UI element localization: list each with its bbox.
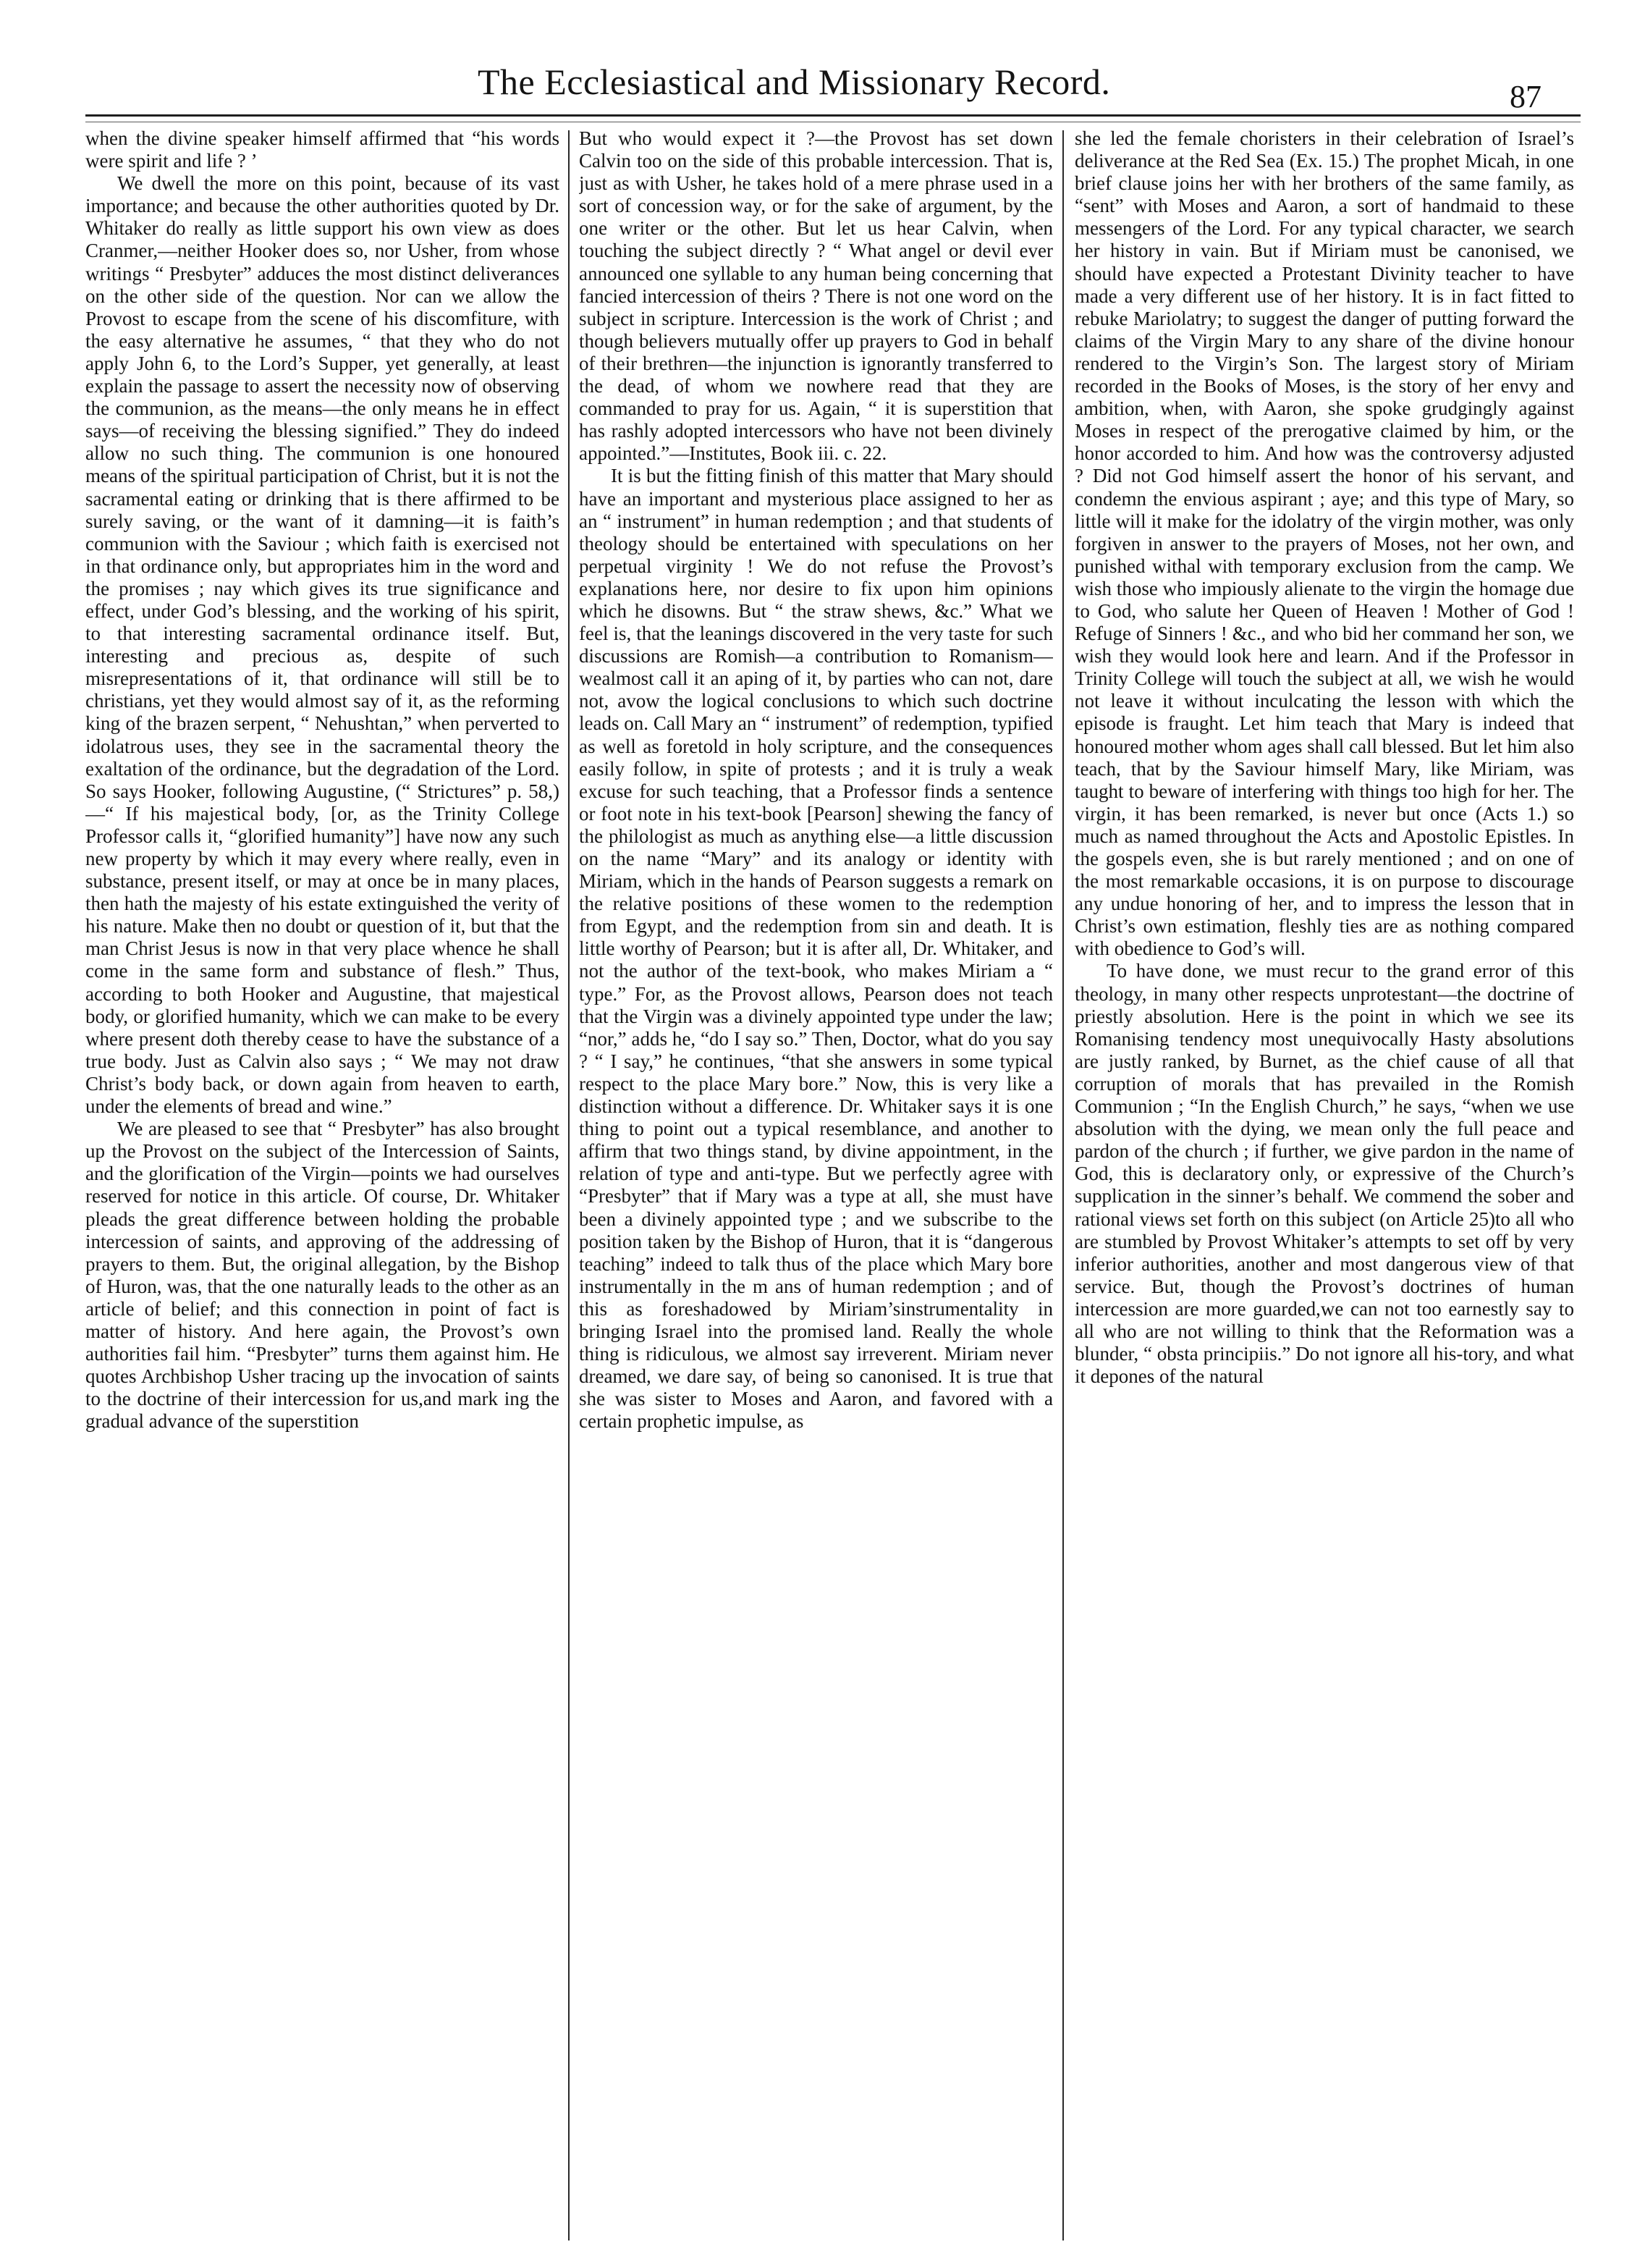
paragraph: We are pleased to see that “ Presbyter” has also brought up the Provost on the subject of the Intercession of Saints, and the glorification of the Virgin—points we had ourselves reserved for notice in this article. Of course, Dr. Whitaker pleads the great difference between holding the probable intercession of saints, and approving of the addressing of prayers to them. But, the original allegation, by the Bishop of Huron, was, that the one naturally leads to the other as an article of belief; and this connection in point of fact is matter of history. And here again, the Provost’s own authorities fail him. “Presbyter” turns them against him. He quotes Archbishop Usher tracing up the invocation of saints to the doctrine of their intercession for us,and mark ing the gradual advance of the superstition — [85, 1118, 559, 1433]
column-rule — [1062, 130, 1064, 2240]
paragraph: To have done, we must recur to the grand error of this theology, in many other respects unprotestant—the doctrine of priestly absolution. Here is the point in which we see its Romanising tendency most unequivocally Hasty absolutions are justly ranked, by Burnet, as the chief cause of all that corruption of morals that has prevailed in the Romish Communion ; “In the English Church,” he says, “when we use absolution with the dying, we mean only the full peace and pardon of the church ; if further, we give pardon in the name of God, this is declaratory only, or expressive of the Church’s supplication in the sinner’s behalf. We commend the sober and rational views set forth on this subject (on Article 25)to all who are stumbled by Provost Whitaker’s attempts to set off by very inferior authorities, another and most dangerous view of that service. But, though the Provost’s doctrines of human intercession are more guarded,we can not too earnestly say to all who are not willing to think that the Reformation was a blunder, “ obsta principiis.” Do not ignore all his-tory, and what it depones of the natural — [1075, 960, 1574, 1388]
paragraph: It is but the fitting finish of this matter that Mary should have an important and mysterious place assigned to her as an “ instrument” in human redemption ; and that students of theology should be entertained with speculations on her perpetual virginity ! We do not refuse the Provost’s explanations here, nor desire to fix upon him opinions which he disowns. But “ the straw shews, &c.” What we feel is, that the leanings discovered in the very taste for such discussions are Romish—a contribution to Romanism—wealmost call it an aping of it, by parties who can not, dare not, avow the logical conclusions to which such doctrine leads on. Call Mary an “ instrument” of redemption, typified as well as foretold in holy scripture, and the consequences easily follow, in spite of protests ; and it is truly a weak excuse for such teaching, that a Professor finds a sentence or foot note in his text-book [Pearson] shewing the fancy of the philologist as much as anything else—a little discussion on the name “Mary” and its analogy or identity with Miriam, which in the hands of Pearson suggests a remark on the relative positions of these women to the redemption from Egypt, and the redemption from sin and death. It is little worthy of Pearson; but it is after all, Dr. Whitaker, and not the author of the text-book, who makes Miriam a “ type.” For, as the Provost allows, Pearson does not teach that the Virgin was a divinely appointed type under the law; “nor,” adds he, “do I say so.” Then, Doctor, what do you say ? “ I say,” he continues, “that she answers in some typical respect to the place Mary bore.” Now, this is very like a distinction without a difference. Dr. Whitaker says it is one thing to point out a typical resemblance, and another to affirm that two things stand, by divine appointment, in the relation of type and anti-type. But we perfectly agree with “Presbyter” that if Mary was a type at all, she must have been a divinely appointed type ; and we subscribe to the position taken by the Bishop of Huron, that it is “dangerous teaching” indeed to talk thus of the place which Mary bore instrumentally in the m ans of human redemption ; and of this as foreshadowed by Miriam’sinstrumentality in bringing Israel into the promised land. Really the whole thing is ridiculous, we almost say irreverent. Miriam never dreamed, we dare say, of being so canonised. It is true that she was sister to Moses and Aaron, and favored with a certain prophetic impulse, as — [579, 465, 1053, 1433]
header-rule — [85, 114, 1581, 117]
paragraph: We dwell the more on this point, because of its vast importance; and because the other authorities quoted by Dr. Whitaker do really as little support his own view as does Cranmer,—neither Hooker does so, nor Usher, from whose writings “ Presbyter” adduces the most distinct deliverances on the other side of the question. Nor can we allow the Provost to escape from the scene of his discomfiture, with the easy alternative he assumes, “ that they who do not apply John 6, to the Lord’s Supper, yet generally, at least explain the passage to assert the necessity now of observing the communion, as the means—the only means he in effect says—of receiving the blessing signified.” They do indeed allow no such thing. The communion is one honoured means of the spiritual participation of Christ, but it is not the sacramental eating or drinking that is there affirmed to be surely saving, or the want of it damning—it is faith’s communion with the Saviour ; which faith is exercised not in that ordinance only, but appropriates him in the word and the promises ; nay which gives its true significance and effect, under God’s blessing, and the working of his spirit, to that interesting sacramental ordinance itself. But, interesting and precious as, despite of such misrepresentations of it, that ordinance will still be to christians, yet they would almost say of it, as the reforming king of the brazen serpent, “ Nehushtan,” when perverted to idolatrous uses, they see in the sacramental theory the exaltation of the ordinance, but the degradation of the Lord. So says Hooker, following Augustine, (“ Strictures” p. 58,)—“ If his majestical body, [or, as the Trinity College Professor calls it, “glorified humanity”] have now any such new property by which it may every where really, even in substance, present itself, or may at once be in many places, then hath the majesty of his estate extinguished the verity of his nature. Make then no doubt or question of it, but that the man Christ Jesus is now in that very place whence he shall come in the same form and substance of flesh.” Thus, according to both Hooker and Augustine, that majestical body, or glorified humanity, which we can make to be every where present doth thereby cease to have the substance of a true body. Just as Calvin also says ; “ We may not draw Christ’s body back, or down again from heaven to earth, under the elements of bread and wine.” — [85, 172, 559, 1118]
column-rule — [568, 130, 570, 2240]
paragraph: But who would expect it ?—the Provost has set down Calvin too on the side of this probable intercession. That is, just as with Usher, he takes hold of a mere phrase used in a sort of concession way, or for the sake of argument, by the one writer or the other. But let us hear Calvin, when touching the subject directly ? “ What angel or devil ever announced one syllable to any human being concerning that fancied intercession of theirs ? There is not one word on the subject in scripture. Intercession is the work of Christ ; and though believers mutually offer up prayers to God in behalf of their brethren—the injunction is ignorantly transferred to the dead, of whom we nowhere read that they are commanded to pray for us. Again, “ it is superstition that has rashly adopted intercessors who have not been divinely appointed.”—Institutes, Book iii. c. 22. — [579, 127, 1053, 465]
text-column-left — [85, 127, 559, 2248]
page-number: 87 — [1510, 79, 1542, 114]
running-head: The Ecclesiastical and Missionary Record. — [478, 62, 1111, 102]
text-column-right — [1075, 127, 1574, 2248]
paragraph: she led the female choristers in their celebration of Israel’s deliverance at the Red Sea (Ex. 15.) The prophet Micah, in one brief clause joins her with her brothers of the same family, as “sent” with Moses and Aaron, a sort of handmaid to these messengers of the Lord. For any typical character, we search her history in vain. But if Miriam must be canonised, we should have expected a Protestant Divinity teacher to have made a very different use of her history. It is in fact fitted to rebuke Mariolatry; to suggest the danger of putting forward the claims of the Virgin Mary to any share of the divine honour rendered to the Virgin’s Son. The largest story of Miriam recorded in the Books of Moses, is the story of her envy and ambition, when, with Aaron, she spoke grudgingly against Moses in respect of the prerogative claimed by him, or the honor accorded to him. And how was the controversy adjusted ? Did not God himself assert the honor of his servant, and condemn the envious aspirant ; aye; and this type of Mary, so little will it make for the idolatry of the virgin mother, was only forgiven in answer to the prayers of Moses, not her own, and punished withal with temporary exclusion from the camp. We wish those who impiously alienate to the virgin the homage due to God, who salute her Queen of Heaven ! Mother of God ! Refuge of Sinners ! &c., and who bid her command her son, we wish they would look here and learn. And if the Professor in Trinity College will touch the subject at all, we wish he would not leave it without inculcating the lesson with which the episode is fraught. Let him teach that Mary is indeed that honoured mother whom ages shall call blessed. But let him also teach, that by the Saviour himself Mary, like Miriam, was taught to beware of interfering with things too high for her. The virgin, it has been remarked, is never but once (Acts 1.) so much as named throughout the Acts and Apostolic Epistles. In the gospels even, she is but rarely mentioned ; and on one of the most remarkable occasions, it is on purpose to discourage any undue honoring of her, and to impress the lesson that in Christ’s own estimation, fleshly ties are as nothing compared with obedience to God’s will. — [1075, 127, 1574, 960]
text-column-middle — [579, 127, 1053, 2248]
paragraph: when the divine speaker himself affirmed that “his words were spirit and life ? ’ — [85, 127, 559, 172]
